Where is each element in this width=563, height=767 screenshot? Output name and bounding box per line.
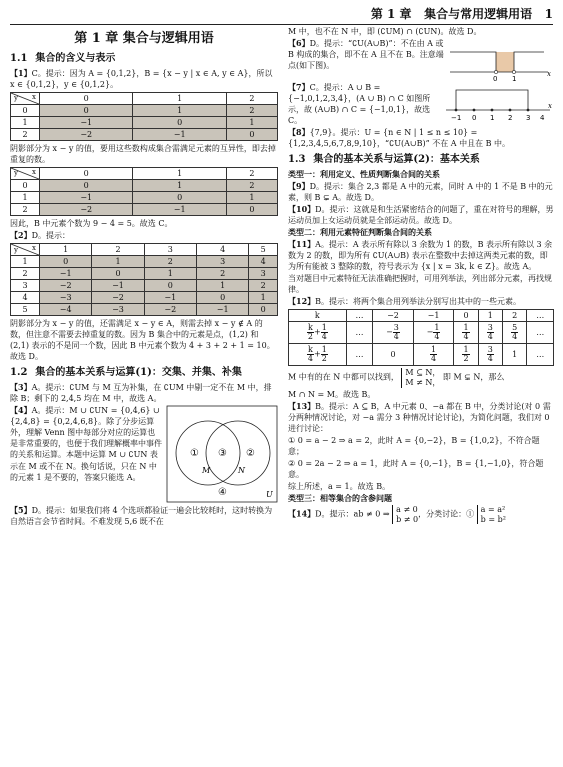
q5-continued: M 中，也不在 N 中，即 (∁UM) ∩ (∁UN)。故选 D。 <box>288 27 482 36</box>
tick-0: 0 <box>472 114 477 123</box>
table-row: 0 0 1 2 <box>11 180 278 192</box>
table-3-corner: x y <box>11 244 40 256</box>
q13-conclusion: 综上所述，a = 1。故选 B。 <box>288 481 391 491</box>
header-rule <box>10 24 553 25</box>
tick-0: 0 <box>493 75 498 83</box>
venn-label-n: N <box>238 466 245 476</box>
table-row: 2 −2 −1 0 <box>11 204 278 216</box>
tick-1: 1 <box>512 75 517 83</box>
q7: 【7】C。提示：A ∪ B = {−1,0,1,2,3,4}，(A ∪ B) ∩ C 如图所示，故 (A∪B) ∩ C = {−1,0,1}，故选 C。 <box>288 82 431 126</box>
axis-x: x <box>547 70 551 79</box>
q12-note: M 中有的在 N 中都可以找到， M ⊆ N， M ≠ N， 即 M ⊊ N，那么 <box>288 368 505 388</box>
tick-1: 1 <box>490 114 495 123</box>
chapter-label: 第 1 章 <box>370 7 412 21</box>
q11-note: 当对题目中元素特征无法准确把握时，可用列举法，列出部分元素，再找规律。 <box>288 274 552 295</box>
table-4 <box>288 309 554 366</box>
q13: 【13】B。提示：A ⊆ B，A 中元素 0、−a 都在 B 中，分类讨论(对 0 需分两种情况讨论，对 −a 需分 3 种情况讨论讨论)，为简化问题，我们对 0 进行讨论： <box>288 400 551 433</box>
q3: 【3】A。提示：∁UM 与 M 互为补集，在 ∁UM 中剔一定不在 M 中，排除 B；剩下的 2,4,5 均在 M 中，故选 A。 <box>10 382 272 404</box>
axis-x: x <box>548 102 552 111</box>
q11: 【11】A。提示：A 表示所有除以 3 余数为 1 的数，B 表示所有除以 3 余数为 2 的数，即为所有 ∁U(A∪B) 表示在整数中去掉这两类元素的数，即为所有能被 3 整除的数，符号表示为 {x | x = 3k, k ∈ Z}。故选 A。 <box>288 239 553 272</box>
table-row: k … −2 −1 0 1 2 … <box>289 310 554 322</box>
venn-region-2: ② <box>246 448 255 460</box>
table-row: $\frac{k}{4}$ + $\frac{1}{2}$ … 0 $\frac{1}{4}$ $\frac{1}{2}$ $\frac{3}{4}$ 1 … <box>289 344 554 366</box>
q4: 【4】A。提示：M ∪ ∁UN = {0,4,6} ∪ {2,4,8} = {0,2,4,6,8}。除了分步运算外，理解 Venn 图中每部分对应的运算也是非常重要的，也便于我们理解概率中事件的关系和运算。本题中运算 M ∪ ∁UN 表示在 M 或不在 N。换句话说，只在 N 中的元素 1 是不要的，答案只能选 A。 <box>10 405 162 482</box>
section-1-2: 1.2 集合的基本关系与运算(1)：交集、并集、补集 <box>10 367 242 379</box>
venn-region-4: ④ <box>218 487 227 499</box>
table-1-corner: x y <box>11 92 40 104</box>
note-2: 因此，B 中元素个数为 9 − 4 = 5。故选 C。 <box>10 219 173 229</box>
q13-case-1: ① 0 = a − 2 ⇒ a = 2，此时 A = {0,−2}，B = {1,0,2}，不符合题意； <box>288 435 540 456</box>
venn-label-u: U <box>266 490 273 500</box>
brace-system: M ⊆ N， M ≠ N， <box>401 368 440 387</box>
table-row: 5 −4 −3 −2 −1 0 <box>11 304 278 316</box>
table-row: 3 −2 −1 0 1 2 <box>11 280 278 292</box>
brace-system: a ≠ 0 b ≠ 0 <box>392 505 418 524</box>
tick-2: 2 <box>508 114 513 123</box>
note-3: 阴影部分为 x − y 的值，还需满足 x − y ∈ A，则需去掉 x − y ∉ A 的数，但注意不需要去掉重复的数。因为 B 集合中的元素是点，(1,2) 和 (2,1) 表示的不是同一个数，因此 B 中元素个数为 4 + 3 + 2 + 1 = 10。故选 D。 <box>10 319 275 362</box>
table-row: 1 −1 0 1 <box>11 192 278 204</box>
type-2-heading: 类型二：利用元素特征判断集合间的关系 <box>288 227 432 238</box>
venn-region-1: ① <box>190 448 199 460</box>
table-row: $\frac{k}{2}$ + $\frac{1}{4}$ … − $\frac{3}{4}$ − $\frac{1}{4}$ $\frac{1}{4}$ $\frac{3}{4}$ $\frac{5}{4}$ … <box>289 322 554 344</box>
q13-case-2: ② 0 = 2a − 2 ⇒ a = 1，此时 A = {0,−1}，B = {1,−1,0}，符合题意。 <box>288 458 544 479</box>
q9: 【9】D。提示：集合 2,3 都是 A 中的元素，同时 A 中的 1 不是 B 中的元素，则 B ⊊ A。故选 D。 <box>288 181 553 203</box>
left-column <box>10 30 278 528</box>
venn-region-3: ③ <box>218 448 227 460</box>
q5: 【5】D。提示：如果我们将 4 个选项都验证一遍会比较耗时，这时转换为自然语言会节省时间。不难发现 5,6 既不在 <box>10 505 273 527</box>
table-row: 1 −1 0 1 <box>11 116 278 128</box>
table-1: x y 0 1 2 0 0 1 2 1 −1 0 1 2 −2 −1 0 <box>10 92 278 141</box>
chapter-name: 集合与常用逻辑用语 <box>424 7 533 21</box>
tick-3: 3 <box>526 114 531 123</box>
page-number: 1 <box>544 7 553 21</box>
venn-label-m: M <box>202 466 211 476</box>
number-line-q6 <box>446 38 554 82</box>
number-line-q7 <box>444 82 554 122</box>
brace-system: a = a² b = b² <box>477 505 506 524</box>
chapter-title: 第 1 章 集合与逻辑用语 <box>74 31 214 46</box>
venn-diagram <box>166 405 278 503</box>
q1: 【1】C。提示：因为 A = {0,1,2}，B = {x − y | x ∈ A, y ∈ A}，所以 x ∈ {0,1,2}，y ∈ {0,1,2}。 <box>10 67 273 89</box>
type-3-heading: 类型三：相等集合的含参问题 <box>288 492 392 503</box>
table-row: 2 −2 −1 0 <box>11 128 278 140</box>
tick-4: 4 <box>540 114 545 123</box>
table-row: 1 0 1 2 3 4 <box>11 256 278 268</box>
q12: 【12】B。提示：将两个集合用列举法分别写出其中的一些元素。 <box>288 296 522 307</box>
right-column <box>288 26 554 525</box>
q2: 【2】D。提示： <box>10 230 70 241</box>
table-row: 4 −3 −2 −1 0 1 <box>11 292 278 304</box>
note-1: 阴影部分为 x − y 的值，要用这些数构成集合需满足元素的互异性，即去掉重复的数。 <box>10 143 276 164</box>
type-1-heading: 类型一：利用定义、性质判断集合间的关系 <box>288 169 440 180</box>
running-header <box>0 4 563 26</box>
tick-neg1: −1 <box>451 114 462 123</box>
table-3: x y 1 2 3 4 5 1 0 1 2 3 4 2 −1 0 1 2 3 3 −2 −1 0 1 2 4 −3 −2 −1 0 1 5 −4 −3 −2 −1 0 <box>10 243 278 316</box>
section-1-1: 1.1 集合的含义与表示 <box>10 52 116 64</box>
q10: 【10】D。提示：这就是和生活紧密结合的问题了，重在对符号的理解，男运动员加上女运动员就是全部运动员。故选 D。 <box>288 204 554 226</box>
section-1-3: 1.3 集合的基本关系与运算(2)：基本关系 <box>288 154 480 166</box>
q14: 【14】D。提示：ab ≠ 0 ⇒ a ≠ 0 b ≠ 0，分类讨论：① a = a² b = b² <box>288 504 506 524</box>
q8: 【8】{7,9}。提示：U = {n ∈ N | 1 ≤ n ≤ 10} = {1,2,3,4,5,6,7,8,9,10}，“∁U(A∪B)” 不在 A 中且在 B 中。 <box>288 127 511 149</box>
table-2: x y 0 1 2 0 0 1 2 1 −1 0 1 2 −2 −1 0 <box>10 167 278 216</box>
table-row: 0 0 1 2 <box>11 104 278 116</box>
table-row: 2 −1 0 1 2 3 <box>11 268 278 280</box>
table-2-corner: x y <box>11 167 40 179</box>
q12-conclusion: M ∩ N = M。故选 B。 <box>288 389 376 399</box>
q6: 【6】D。提示：“∁U(A∪B)”：不在由 A 或 B 构成的集合，即不在 A 且不在 B。注意端点(如下图)。 <box>288 38 444 71</box>
